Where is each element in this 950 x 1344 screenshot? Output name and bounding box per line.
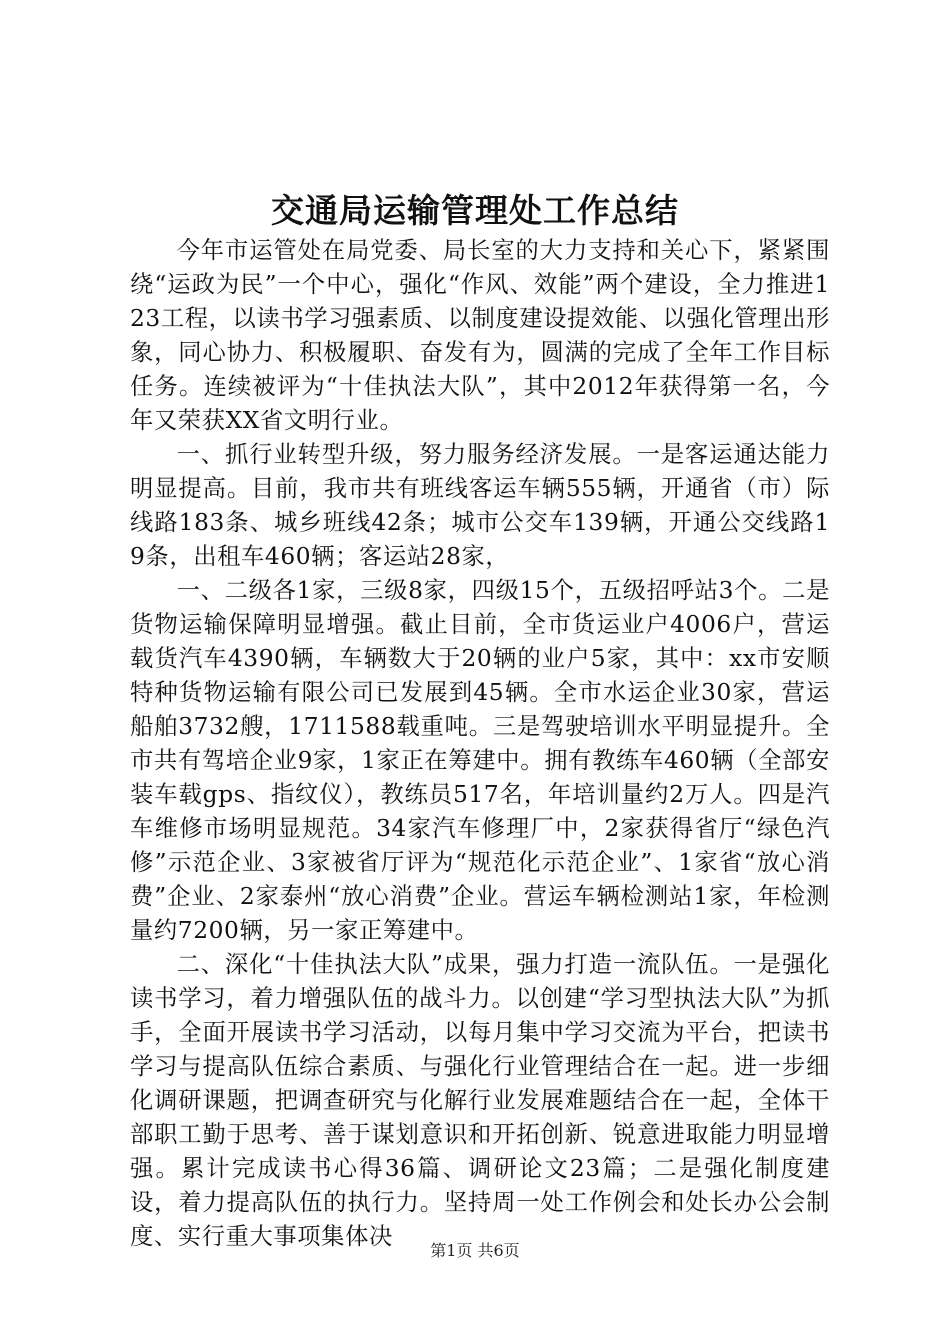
paragraph-intro: 今年市运管处在局党委、局长室的大力支持和关心下，紧紧围绕“运政为民”一个中心，强化“作风、效能”两个建设，全力推进123工程，以读书学习强素质、以制度建设提效能、以强化管理出形象，同心协力、积极履职、奋发有为，圆满的完成了全年工作目标任务。连续被评为“十佳执法大队”，其中2012年获得第一名，今年又荣获XX省文明行业。 — [130, 237, 830, 434]
document-title: 交通局运输管理处工作总结 — [271, 191, 679, 230]
page-footer: 第1页 共6页 — [430, 1241, 520, 1260]
paragraph-section-one: 一、抓行业转型升级，努力服务经济发展。一是客运通达能力明显提高。目前，我市共有班线客运车辆555辆，开通省（市）际线路183条、城乡班线42条；城市公交车139辆，开通公交线路19条，出租车460辆；客运站28家， — [130, 441, 830, 570]
document-body — [130, 234, 830, 1254]
paragraph-section-one-continued: 一、二级各1家，三级8家，四级15个，五级招呼站3个。二是货物运输保障明显增强。截止目前，全市货运业户4006户，营运载货汽车4390辆，车辆数大于20辆的业户5家，其中：xx市安顺特种货物运输有限公司已发展到45辆。全市水运企业30家，营运船舶3732艘，1711588载重吨。三是驾驶培训水平明显提升。全市共有驾培企业9家，1家正在筹建中。拥有教练车460辆（全部安装车载gps、指纹仪），教练员517名，年培训量约2万人。四是汽车维修市场明显规范。34家汽车修理厂中，2家获得省厅“绿色汽修”示范企业、3家被省厅评为“规范化示范企业”、1家省“放心消费”企业、2家泰州“放心消费”企业。营运车辆检测站1家，年检测量约7200辆，另一家正筹建中。 — [130, 577, 830, 944]
paragraph-section-two: 二、深化“十佳执法大队”成果，强力打造一流队伍。一是强化读书学习，着力增强队伍的战斗力。以创建“学习型执法大队”为抓手，全面开展读书学习活动，以每月集中学习交流为平台，把读书学习与提高队伍综合素质、与强化行业管理结合在一起。进一步细化调研课题，把调查研究与化解行业发展难题结合在一起，全体干部职工勤于思考、善于谋划意识和开拓创新、锐意进取能力明显增强。累计完成读书心得36篇、调研论文23篇；二是强化制度建设，着力提高队伍的执行力。坚持周一处工作例会和处长办公会制度、实行重大事项集体决 — [130, 951, 830, 1250]
